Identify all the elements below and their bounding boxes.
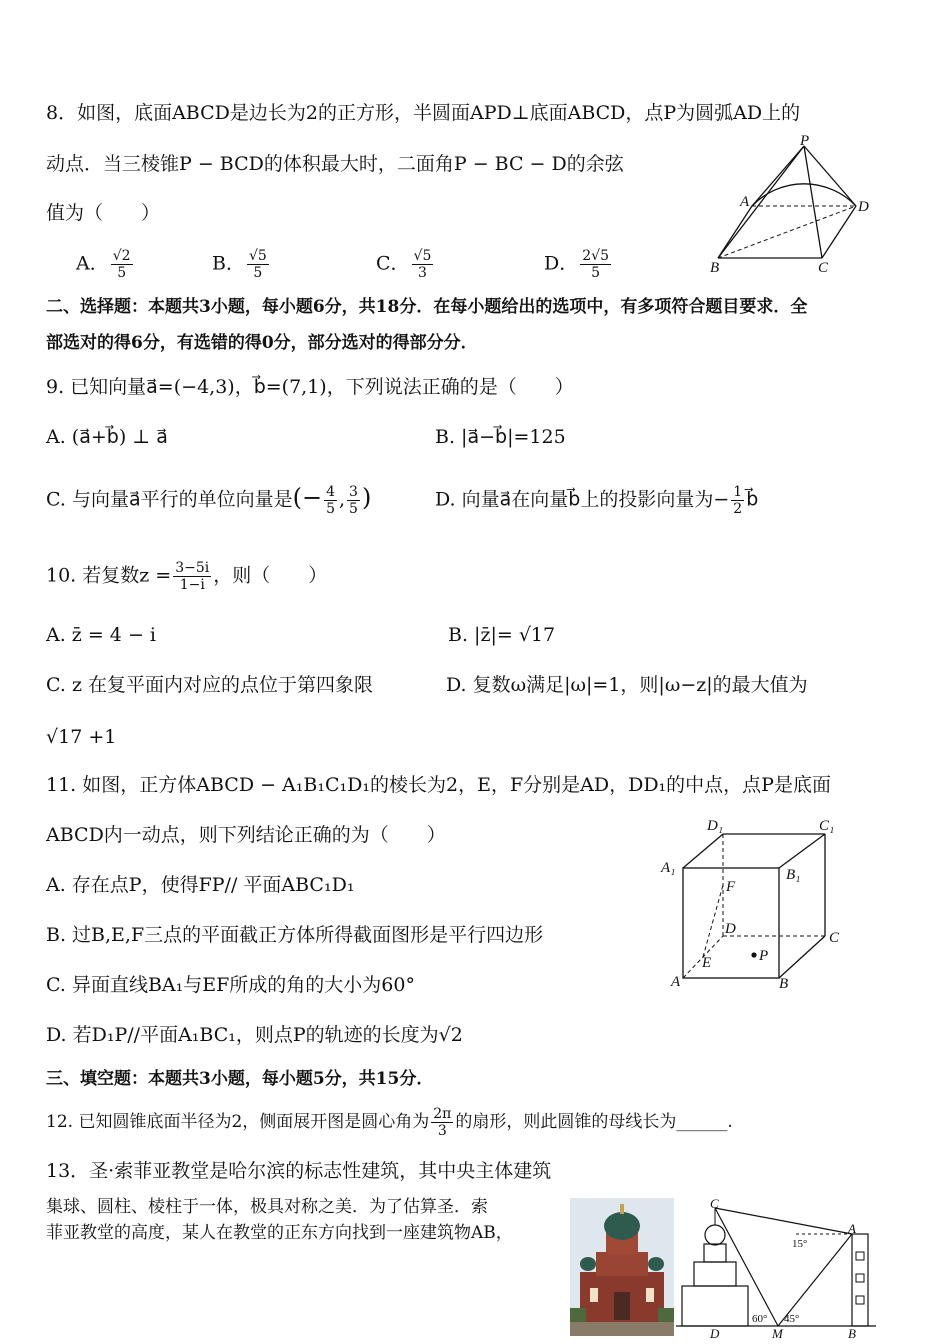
q8-option-b[interactable]: B． $\frac{√5}{5}$: [212, 248, 267, 281]
q11-fig-label-c: C: [829, 930, 840, 946]
q8-option-c[interactable]: C． $\frac{√5}{3}$: [376, 248, 432, 281]
q11-fig-label-f: F: [726, 879, 736, 895]
q11-fig-label-b1: B₁: [786, 867, 801, 883]
q8-fig-label-a: A: [740, 194, 750, 210]
q11-fig-label-a: A: [671, 974, 681, 990]
q8-option-d[interactable]: D． $\frac{2√5}{5}$: [544, 248, 609, 281]
q13-fig-label-b: B: [848, 1326, 856, 1338]
q10-option-b[interactable]: B. |z̄|= √17: [448, 624, 556, 646]
q11-option-b[interactable]: B. 过B,E,F三点的平面截正方体所得截面图形是平行四边形: [46, 924, 544, 946]
q10-option-d[interactable]: D. 复数ω满足|ω|=1，则|ω−z|的最大值为: [446, 674, 808, 696]
q11-line1: 11. 如图，正方体ABCD − A₁B₁C₁D₁的棱长为2，E，F分别是AD，DD₁的中点，点P是底面: [46, 774, 831, 796]
q11-fig-label-e: E: [702, 955, 712, 971]
q11-fig-label-c1: C₁: [819, 818, 835, 834]
section2-line2: 部选对的得6分，有选错的得0分，部分选对的得部分分．: [46, 333, 478, 353]
q11-fig-label-a1: A₁: [661, 860, 676, 876]
q11-fig-label-b: B: [779, 976, 789, 992]
cathedral-photo: [570, 1198, 674, 1336]
q13-fig-angle-45: 45°: [784, 1313, 800, 1325]
q11-option-c[interactable]: C. 异面直线BA₁与EF所成的角的大小为60°: [46, 974, 415, 996]
q8-fig-label-p: P: [800, 133, 810, 149]
q9-option-b[interactable]: B. |a⃗−b⃗|=125: [435, 426, 566, 448]
q8-fig-label-c: C: [818, 260, 829, 276]
q11-fig-label-d: D: [725, 921, 736, 937]
q13-fig-angle-15: 15°: [792, 1238, 808, 1250]
q10-option-c[interactable]: C. z 在复平面内对应的点位于第四象限: [46, 674, 373, 696]
q13-fig-label-m: M: [772, 1326, 783, 1338]
q11-fig-label-p: P: [759, 948, 769, 964]
q10-option-d-cont: √17 +1: [46, 726, 117, 748]
q13-fig-angle-60: 60°: [752, 1313, 768, 1325]
q11-cube-figure: [655, 812, 855, 992]
q8-line3: 值为（ ）: [46, 202, 161, 224]
q10-stem: 10. 若复数z = $\frac{3-5i}{1-i}$ ，则（ ）: [46, 560, 328, 593]
q13-fig-label-a: A: [848, 1221, 856, 1236]
q13-fig-label-d: D: [710, 1326, 720, 1338]
section3-heading: 三、填空题：本题共3小题，每小题5分，共15分．: [46, 1069, 434, 1089]
q13-line1: 13．圣·索菲亚教堂是哈尔滨的标志性建筑，其中央主体建筑: [46, 1160, 552, 1182]
q8-line2: 动点．当三棱锥P − BCD的体积最大时，二面角P − BC − D的余弦: [46, 153, 624, 175]
q13-line2: 集球、圆柱、棱柱于一体，极具对称之美．为了估算圣．索: [46, 1197, 488, 1217]
q9-stem: 9. 已知向量a⃗=(−4,3)，b⃗=(7,1)，下列说法正确的是（ ）: [46, 376, 574, 398]
q9-option-d[interactable]: D. 向量a⃗在向量b⃗上的投影向量为− $\frac{1}{2}$ b⃗: [435, 484, 759, 517]
q13-line3: 菲亚教堂的高度，某人在教堂的正东方向找到一座建筑物AB，: [46, 1223, 513, 1243]
q11-option-d[interactable]: D. 若D₁P//平面A₁BC₁，则点P的轨迹的长度为√2: [46, 1024, 463, 1046]
q11-option-a[interactable]: A. 存在点P，使得FP// 平面ABC₁D₁: [46, 874, 355, 896]
q8-fig-label-b: B: [710, 260, 720, 276]
q9-option-c[interactable]: C. 与向量a⃗平行的单位向量是(− $\frac{4}{5}$ , $\frac{3}{5}$ ): [46, 483, 372, 517]
section2-line1: 二、选择题：本题共3小题，每小题6分，共18分．在每小题给出的选项中，有多项符合题目要求．全: [46, 297, 808, 317]
q11-line2: ABCD内一动点，则下列结论正确的为（ ）: [46, 824, 446, 846]
q8-line1: 8．如图，底面ABCD是边长为2的正方形，半圆面APD⊥底面ABCD，点P为圆弧AD上的: [46, 102, 801, 124]
q13-figure: [676, 1196, 886, 1338]
q8-fig-label-d: D: [858, 199, 869, 215]
q9-option-a[interactable]: A. (a⃗+b⃗) ⊥ a⃗: [46, 426, 168, 448]
q13-fig-label-c: C: [710, 1196, 719, 1211]
q10-option-a[interactable]: A. z̄ = 4 − i: [46, 624, 156, 646]
q12-stem: 12. 已知圆锥底面半径为2，侧面展开图是圆心角为 $\frac{2\pi}{3}$ 的扇形，则此圆锥的母线长为______.: [46, 1106, 733, 1139]
q8-figure: [700, 132, 880, 282]
q11-fig-label-d1: D₁: [707, 818, 724, 834]
q8-option-a[interactable]: A． $\frac{√2}{5}$: [76, 248, 131, 281]
